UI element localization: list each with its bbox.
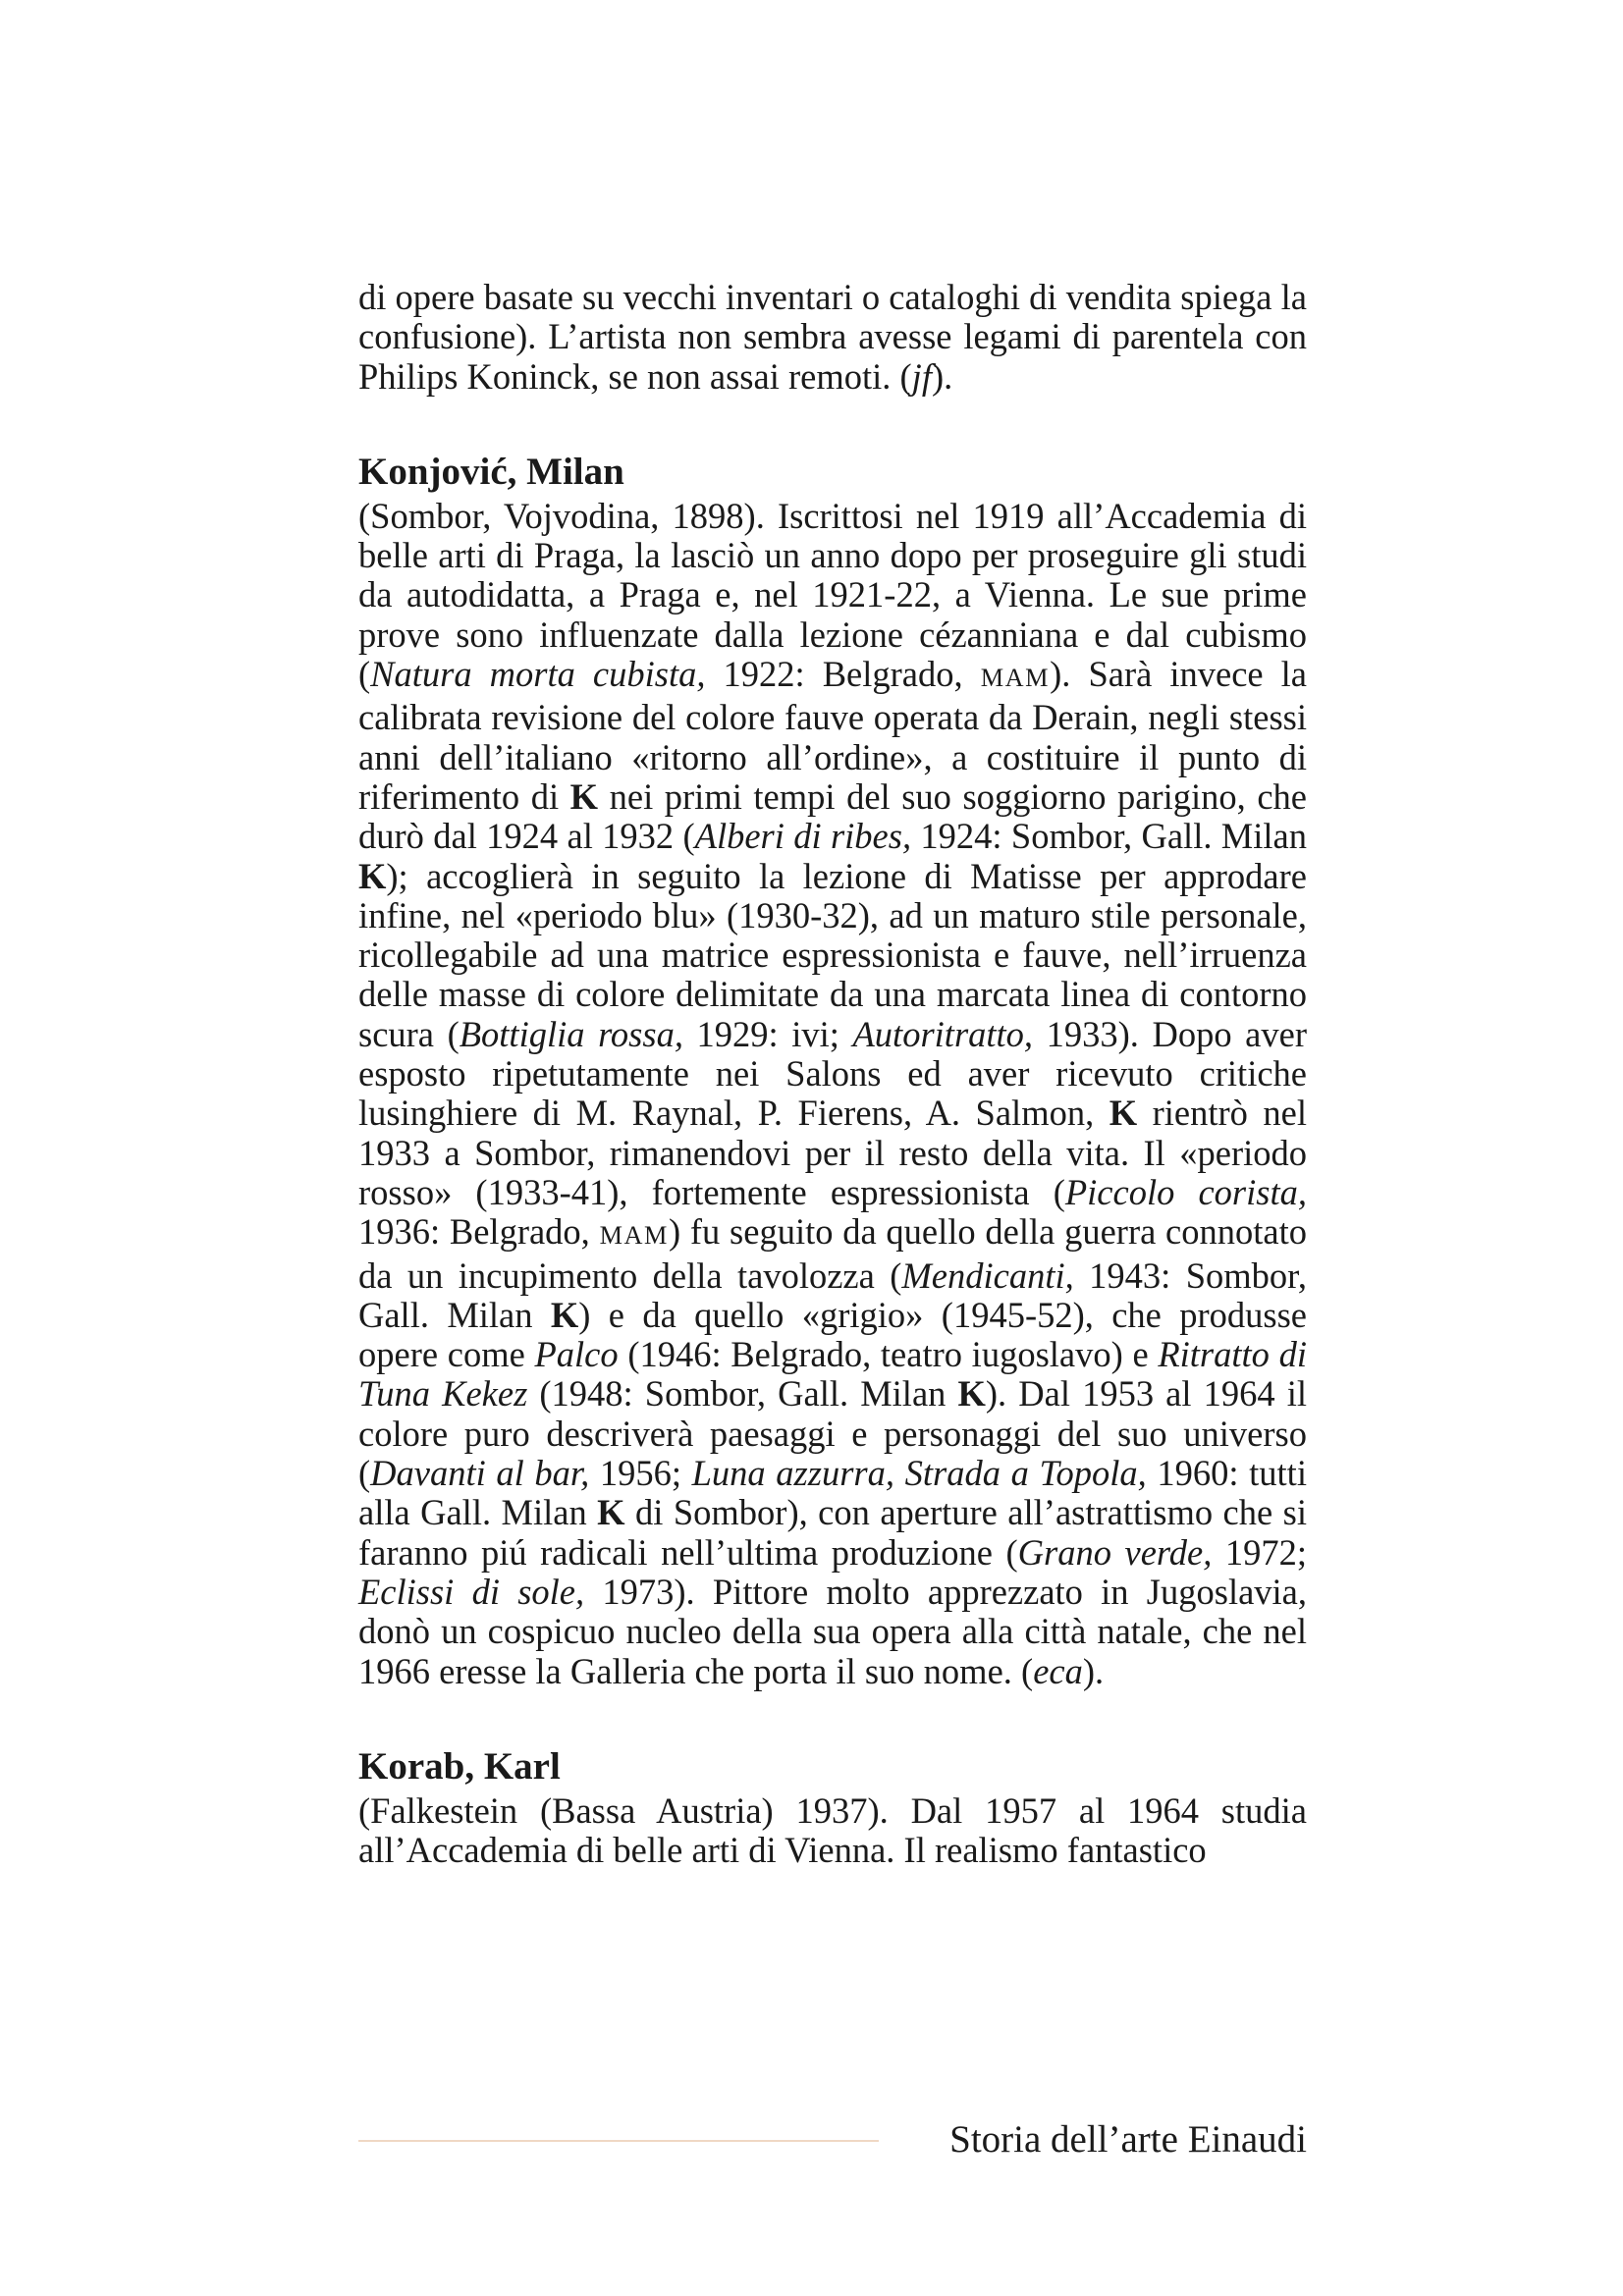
text-run: 1929: ivi; [682,1013,853,1054]
bold-run: K [957,1373,986,1415]
page-body [358,278,1307,1870]
text-run: 1956; [589,1453,692,1494]
entry-konjovic [358,450,1307,1691]
text-run: 1924: Sombor, Gall. Milan [911,816,1307,857]
text-run: (1948: Sombor, Gall. Milan [527,1373,958,1415]
text-run: rientrò nel 1933 a Sombor, rimanendovi per il resto della vita. Il «periodo rosso» (1933-41), fortemente espressionista ( [358,1093,1307,1212]
text-run: ); accoglierà in seguito la lezione di Matisse per approdare infine, nel «periodo blu» (1930-32), ad un maturo stile personale, ricollegabile ad una matrice espressionista e fauve, nell’irruenza delle masse di colore delimitate da una marcata linea di contorno scura ( [358,855,1307,1054]
text-run: 1933). Dopo aver esposto ripetutamente nei Salons ed aver ricevuto critiche lusinghiere di M. Raynal, P. Fierens, A. Salmon, [358,1013,1307,1134]
italic-run: Alberi di ribes, [694,816,912,857]
bold-run: K [597,1492,625,1533]
bold-run: K [550,1294,579,1335]
italic-run: Luna azzurra, Strada a Topola, [691,1453,1147,1494]
text-run: 1922: Belgrado, [705,654,981,695]
entry-body [358,497,1307,1691]
bold-run: K [569,775,599,817]
entry-body [358,1791,1307,1871]
author-initials: jf [911,355,932,397]
intro-text: di opere basate su vecchi inventari o cataloghi di vendita spiega la confusione). L’artista non sembra avesse legami di parentela con Philips Koninck, se non assai remoti. ( [358,277,1307,397]
italic-run: Piccolo corista, [1064,1171,1307,1212]
smallcaps-run: MAM [980,664,1051,693]
bold-run: K [1109,1093,1138,1134]
page-footer [358,2110,1307,2169]
entry-korab [358,1744,1307,1871]
text-run: ). Sarà invece la calibrata revisione del colore fauve operata da Derain, negli stessi anni dell’italiano «ritorno all’ordine», a costituire il punto di riferimento di [358,654,1307,817]
entry-title: Konjović, Milan [358,450,624,493]
entry-title: Korab, Karl [358,1744,561,1788]
italic-run: Palco [534,1334,619,1375]
text-run: ). [1082,1650,1105,1691]
smallcaps-run: MAM [599,1221,669,1251]
text-run: 1943: Sombor, Gall. Milan [358,1255,1307,1335]
text-run: 1972; [1212,1531,1307,1573]
text-run: nei primi tempi del suo soggiorno parigino, che durò dal 1924 al 1932 ( [358,775,1307,857]
italic-run: Bottiglia rossa, [459,1013,683,1054]
italic-run: Natura morta cubista, [370,654,706,695]
text-run: (Sombor, Vojvodina, 1898). Iscrittosi nel 1919 all’Accademia di belle arti di Praga, la lasciò un anno dopo per proseguire gli studi da autodidatta, a Praga e, nel 1921-22, a Vienna. Le sue prime prove sono influenzate dalla lezione cézanniana e dal cubismo ( [358,495,1307,695]
text-run: ) fu seguito da quello della guerra connotato da un incupimento della tavolozza ( [358,1211,1307,1296]
text-run: 1936: Belgrado, [358,1211,600,1253]
text-run: 1960: tutti alla Gall. Milan [358,1453,1307,1533]
italic-run: Grano verde, [1017,1531,1213,1573]
intro-paragraph [358,278,1307,397]
italic-run: Autoritratto, [852,1013,1034,1054]
intro-text-end: ). [931,355,953,397]
text-run: ) e da quello «grigio» (1945-52), che produsse opere come [358,1294,1308,1375]
text-run: (Falkestein (Bassa Austria) 1937). Dal 1957 al 1964 studia all’Accademia di belle arti di Vienna. Il realismo fantastico [358,1789,1307,1871]
footer-publisher: Storia dell’arte Einaudi [949,2118,1307,2161]
text-run: di Sombor), con aperture all’astrattismo che si faranno piú radicali nell’ultima produzione ( [358,1492,1307,1573]
text-run: ). Dal 1953 al 1964 il colore puro descriverà paesaggi e personaggi del suo universo ( [358,1373,1307,1494]
italic-run: Mendicanti, [901,1255,1074,1296]
footer-rule [358,2140,879,2142]
italic-run: eca [1033,1650,1083,1691]
bold-run: K [358,855,387,896]
text-run: (1946: Belgrado, teatro iugoslavo) e [618,1334,1159,1375]
italic-run: Eclissi di sole, [358,1571,585,1612]
italic-run: Ritratto di Tuna Kekez [358,1334,1307,1415]
italic-run: Davanti al bar, [370,1453,590,1494]
text-run: 1973). Pittore molto apprezzato in Jugoslavia, donò un cospicuo nucleo della sua opera alla città natale, che nel 1966 eresse la Galleria che porta il suo nome. ( [358,1571,1308,1691]
